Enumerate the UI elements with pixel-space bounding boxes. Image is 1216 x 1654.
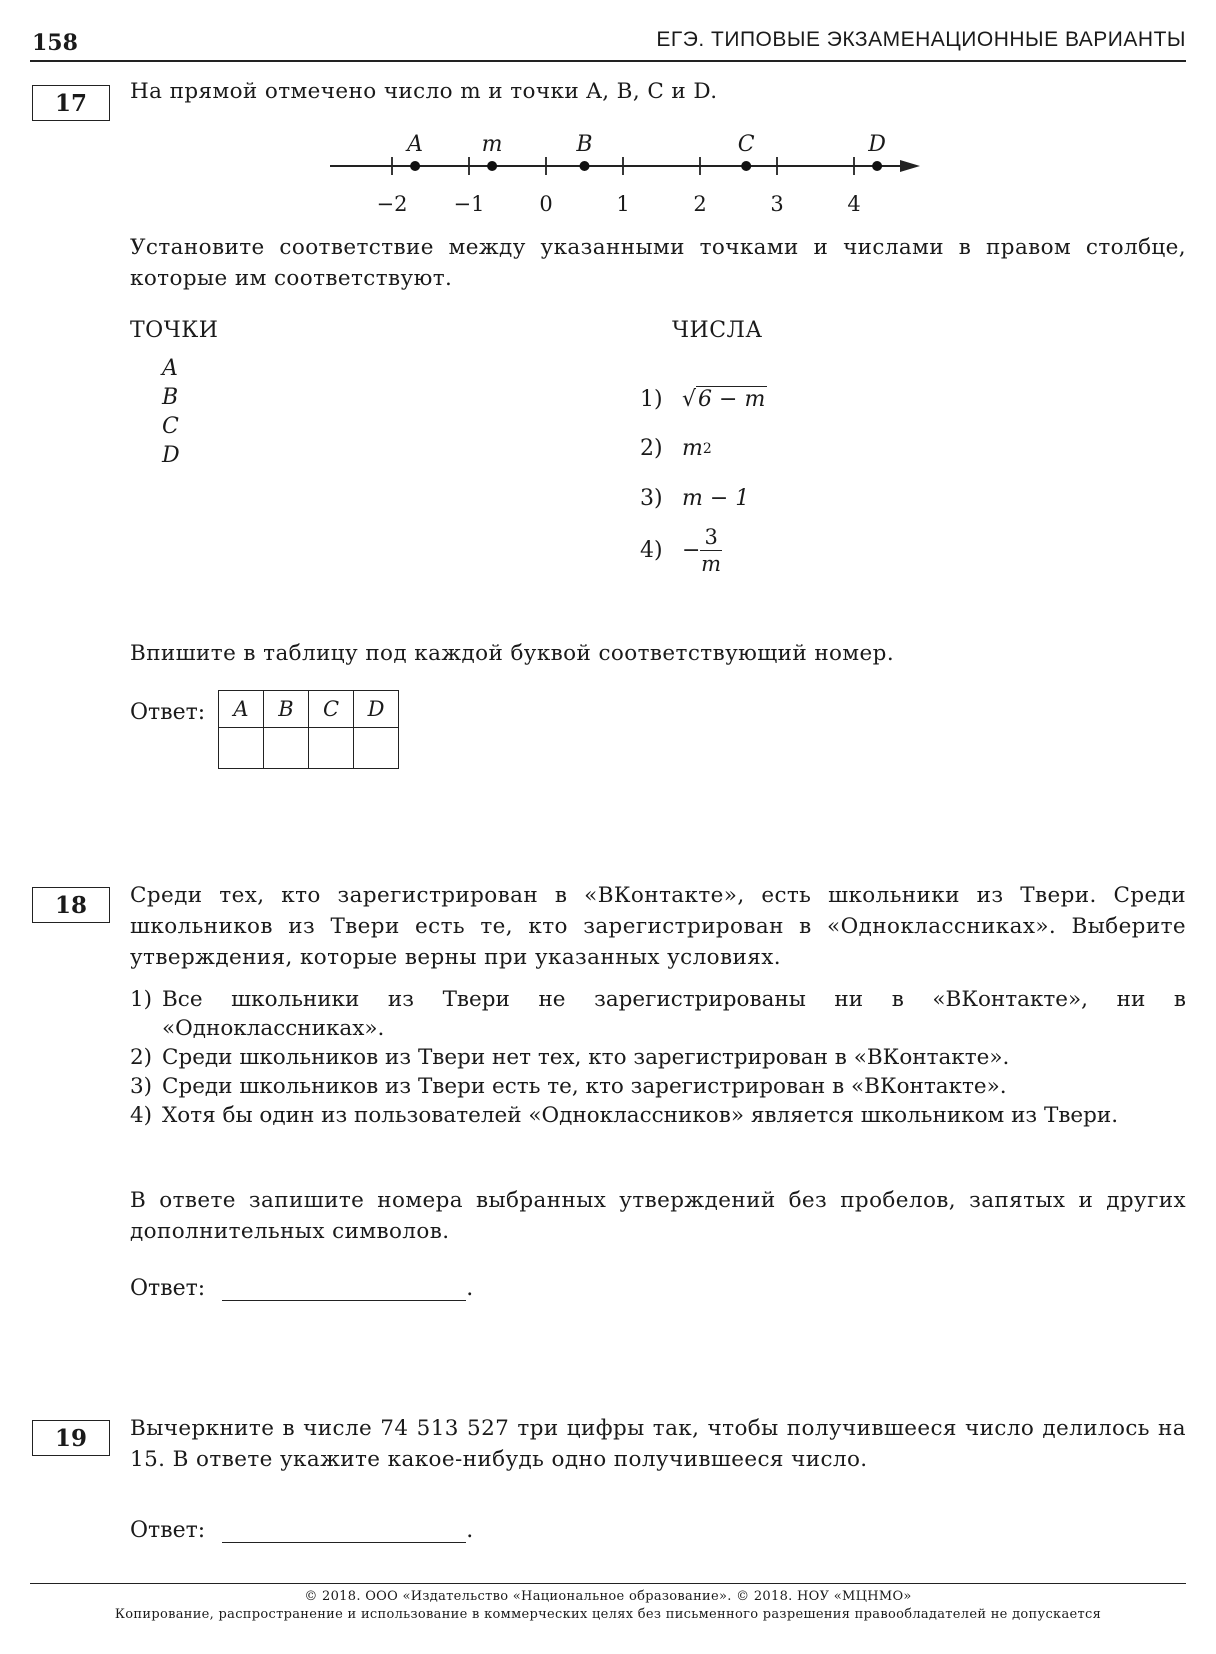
option-4-fraction [700, 524, 721, 577]
task18-answer-row: Ответ: . [130, 1276, 474, 1301]
point-m-label: m [481, 132, 503, 157]
task-number-17: 17 [32, 85, 110, 121]
option-2-number: 2) [640, 436, 663, 461]
point-c-marker [741, 161, 751, 171]
task19-answer-label: Ответ: [130, 1518, 206, 1543]
statement-2 [130, 1043, 1186, 1072]
task17-table-instruction: Впишите в таблицу под каждой буквой соответствующий номер. [130, 641, 895, 666]
answer-header-c: C [309, 691, 354, 728]
answer-cell-b[interactable] [264, 728, 309, 769]
footer-rule [30, 1583, 1186, 1584]
statement-4-text: Хотя бы один из пользователей «Одноклассников» является школьником из Твери. [162, 1103, 1119, 1128]
point-a-label: A [407, 132, 424, 157]
task17-answer-table [218, 690, 399, 769]
task19-text: Вычеркните в числе 74 513 527 три цифры так, чтобы получившееся число делилось на 15. В ответе укажите какое-нибудь одно получившееся число. [130, 1416, 1186, 1472]
point-a-marker [410, 161, 420, 171]
task-number-18: 18 [32, 887, 110, 923]
statement-3-text: Среди школьников из Твери есть те, кто зарегистрирован в «ВКонтакте». [162, 1074, 1007, 1099]
option-2-base: m [682, 436, 703, 461]
points-column-title: ТОЧКИ [130, 318, 219, 343]
footer-notice: Копирование, распространение и использование в коммерческих целях без письменного разрешения правообладателей не допускается [114, 1607, 1102, 1622]
point-label-a: A [162, 356, 178, 381]
point-label-c: C [162, 414, 179, 439]
option-3-number: 3) [640, 486, 663, 511]
option-2 [640, 436, 712, 461]
tick-label: 2 [693, 192, 707, 216]
statement-4 [130, 1101, 1186, 1130]
point-d-marker [872, 161, 882, 171]
task19-answer-blank[interactable] [222, 1518, 466, 1543]
point-d-label: D [868, 132, 886, 157]
point-m-marker [487, 161, 497, 171]
statement-1-text: Все школьники из Твери не зарегистрированы ни в «ВКонтакте», ни в «Одноклассниках». [162, 987, 1186, 1041]
task18-text: Среди тех, кто зарегистрирован в «ВКонтакте», есть школьники из Твери. Среди школьников из Твери есть те, кто зарегистрирован в «Одноклассниках». Выберите утверждения, которые верны при указанных условиях. [130, 883, 1186, 970]
statement-1-number: 1) [130, 987, 153, 1012]
numbers-column-title: ЧИСЛА [672, 318, 763, 343]
axis-arrow-icon [900, 160, 920, 172]
points-list [162, 356, 180, 472]
task18-answer-label: Ответ: [130, 1276, 206, 1301]
option-1-expression: 6 − m [698, 387, 766, 412]
task19-answer-row: Ответ: . [130, 1518, 474, 1543]
statement-1 [130, 985, 1186, 1043]
option-4-number: 4) [640, 538, 663, 563]
option-1 [640, 386, 767, 412]
option-1-number: 1) [640, 386, 663, 412]
statement-4-number: 4) [130, 1103, 153, 1128]
tick-label: −1 [453, 192, 485, 216]
fraction-denominator: m [701, 552, 722, 576]
tick-label: 0 [539, 192, 553, 216]
task18-answer-instruction: В ответе запишите номера выбранных утверждений без пробелов, запятых и других дополнительных символов. [130, 1188, 1186, 1244]
sqrt-sign: √ [682, 386, 697, 412]
task17-instruction: Установите соответствие между указанными точками и числами в правом столбце, которые им соответствуют. [130, 235, 1186, 291]
answer-header-d: D [354, 691, 399, 728]
tick-label: 4 [847, 192, 861, 216]
task18-statements [130, 985, 1186, 1130]
task-number-19: 19 [32, 1420, 110, 1456]
task17-answer-label: Ответ: [130, 700, 206, 725]
page-number: 158 [32, 30, 78, 56]
header-rule [30, 60, 1186, 62]
number-line [320, 120, 940, 220]
task17-intro: На прямой отмечено число m и точки A, B, C и D. [130, 79, 718, 104]
point-label-b: B [162, 385, 179, 410]
tick-label: −2 [376, 192, 408, 216]
statement-2-number: 2) [130, 1045, 153, 1070]
point-label-d: D [162, 443, 180, 468]
point-b-label: B [576, 132, 593, 157]
answer-cell-c[interactable] [309, 728, 354, 769]
running-header-title: ЕГЭ. ТИПОВЫЕ ЭКЗАМЕНАЦИОННЫЕ ВАРИАНТЫ [656, 28, 1186, 51]
point-c-label: C [737, 132, 755, 157]
answer-header-a: A [219, 691, 264, 728]
tick-label: 1 [616, 192, 630, 216]
option-4-minus: − [682, 538, 701, 563]
statement-3-number: 3) [130, 1074, 153, 1099]
option-4 [640, 524, 722, 577]
answer-cell-a[interactable] [219, 728, 264, 769]
option-3-expression: m − 1 [682, 486, 750, 511]
tick-label: 3 [770, 192, 784, 216]
option-2-exponent: 2 [702, 440, 712, 457]
point-b-marker [580, 161, 590, 171]
task18-answer-blank[interactable] [222, 1276, 466, 1301]
footer-copyright: © 2018. ООО «Издательство «Национальное образование». © 2018. НОУ «МЦНМО» [304, 1589, 912, 1604]
option-3 [640, 486, 749, 511]
answer-cell-d[interactable] [354, 728, 399, 769]
answer-header-b: B [264, 691, 309, 728]
fraction-numerator: 3 [700, 524, 721, 551]
statement-2-text: Среди школьников из Твери нет тех, кто зарегистрирован в «ВКонтакте». [162, 1045, 1010, 1070]
statement-3 [130, 1072, 1186, 1101]
